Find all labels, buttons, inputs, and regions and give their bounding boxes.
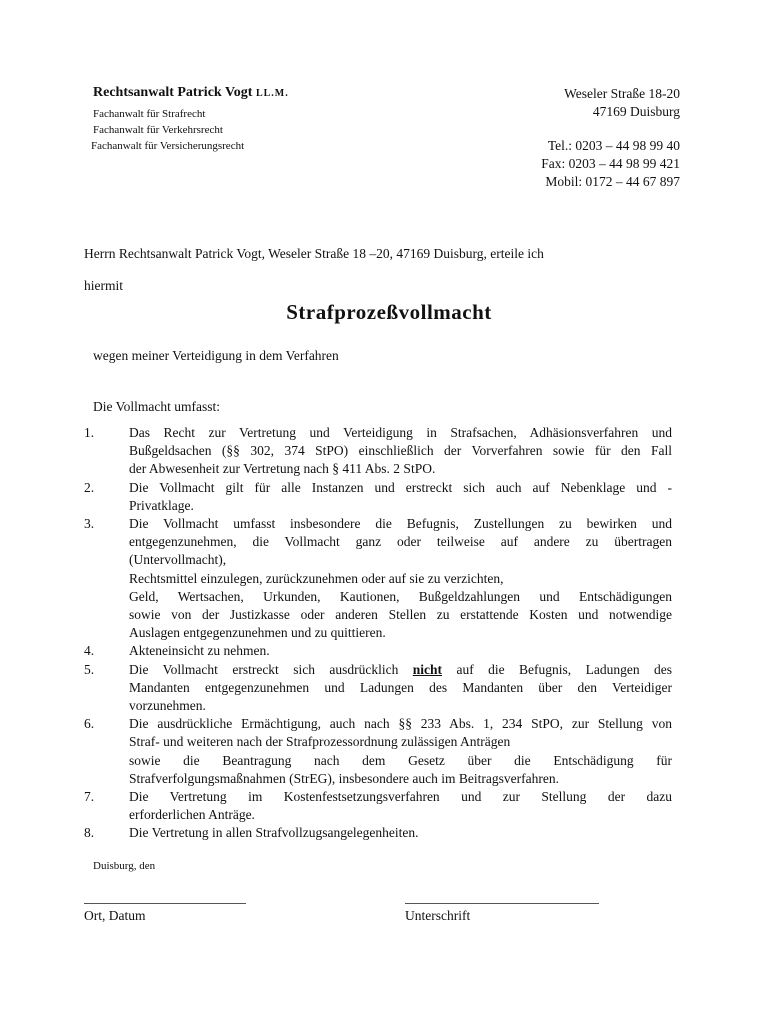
item-number: 2. [84, 479, 95, 495]
date-signature-rule[interactable] [84, 903, 246, 904]
signature-rule[interactable] [405, 903, 599, 904]
item-text-line: Bußgeldsachen (§§ 302, 374 StPO) einschließlich der Vorverfahren sowie für den Fall [129, 443, 672, 459]
item-text-line: Strafverfolgungsmaßnahmen (StrEG), insbesondere auch im Beitragsverfahren. [129, 770, 559, 786]
specialty-insurance-law: Fachanwalt für Versicherungsrecht [91, 140, 245, 152]
item-number: 5. [84, 661, 95, 677]
item-text-line: Privatklage. [129, 497, 194, 513]
item-text-line: Die ausdrückliche Ermächtigung, auch nach §§ 233 Abs. 1, 234 StPO, zur Stellung von [129, 716, 672, 732]
place-date-line: Duisburg, den [93, 860, 156, 872]
contact-fax: Fax: 0203 – 44 98 99 421 [541, 156, 680, 171]
list-item [84, 424, 672, 479]
item-text-line: Die Vollmacht umfasst insbesondere die Befugnis, Zustellungen zu bewirken und [129, 516, 672, 532]
item-text-line: Geld, Wertsachen, Urkunden, Kautionen, Bußgeldzahlungen und Entschädigungen [129, 588, 672, 604]
address-street: Weseler Straße 18-20 [564, 86, 680, 101]
list-item [84, 715, 672, 788]
address-city: 47169 Duisburg [592, 104, 680, 119]
item-text-line: Straf- und weiteren nach der Strafprozessordnung zulässigen Anträgen [129, 734, 511, 750]
contact-mobile: Mobil: 0172 – 44 67 897 [545, 174, 680, 189]
item-number: 7. [84, 789, 95, 805]
item-text-line: Auslagen entgegenzunehmen und zu quittieren. [129, 625, 386, 641]
proceedings-line: wegen meiner Verteidigung in dem Verfahren [93, 348, 339, 363]
list-item [84, 479, 672, 515]
list-item [84, 788, 672, 824]
item-text-line: erforderlichen Anträge. [129, 807, 255, 823]
item-text-line: der Abwesenheit zur Vertretung nach § 411 Abs. 2 StPO. [129, 461, 436, 477]
scope-intro: Die Vollmacht umfasst: [93, 399, 220, 414]
list-item [84, 824, 672, 842]
specialty-criminal-law: Fachanwalt für Strafrecht [93, 108, 206, 120]
list-item [84, 515, 672, 642]
item-text-line: Die Vertretung im Kostenfestsetzungsverfahren und zur Stellung der dazu [129, 789, 672, 805]
intro-line-continued: hiermit [84, 278, 123, 293]
signature-label: Unterschrift [405, 908, 471, 923]
item-text-line: sowie von der Justizkasse oder anderen Stellen zu erstattende Kosten und notwendige [129, 607, 672, 623]
item-text-line: vorzunehmen. [129, 698, 206, 714]
item-number: 4. [84, 643, 95, 659]
list-item [84, 642, 672, 660]
item-text-line [129, 661, 672, 679]
place-date-label: Ort, Datum [84, 908, 146, 923]
contact-phone: Tel.: 0203 – 44 98 99 40 [547, 138, 680, 153]
emphasis-nicht: nicht [412, 661, 443, 677]
specialty-traffic-law: Fachanwalt für Verkehrsrecht [93, 124, 223, 136]
item-text-line: Das Recht zur Vertretung und Verteidigung in Strafsachen, Adhäsionsverfahren und [129, 425, 672, 440]
intro-line: Herrn Rechtsanwalt Patrick Vogt, Weseler Straße 18 –20, 47169 Duisburg, erteile ich [84, 246, 544, 261]
document-title: Strafprozeßvollmacht [286, 300, 492, 324]
item-text-fragment: Die Vollmacht erstreckt sich ausdrücklich [129, 661, 399, 677]
item-text-line: (Untervollmacht), [129, 552, 227, 568]
lawyer-degree: LL.M. [255, 88, 289, 99]
item-number: 3. [84, 516, 95, 532]
item-number: 6. [84, 716, 95, 732]
item-text-line: Die Vollmacht gilt für alle Instanzen und erstreckt sich auch auf Nebenklage und - [129, 479, 672, 495]
item-text-fragment: auf die Befugnis, Ladungen des [456, 661, 672, 677]
item-number: 8. [84, 825, 95, 841]
authority-list [84, 424, 672, 843]
list-item [84, 661, 672, 716]
item-number: 1. [84, 425, 95, 440]
lawyer-name-text: Rechtsanwalt Patrick Vogt [93, 85, 253, 100]
item-text-line: Rechtsmittel einzulegen, zurückzunehmen oder auf sie zu verzichten, [129, 570, 504, 586]
item-text-line: sowie die Beantragung nach dem Gesetz über die Entschädigung für [129, 752, 672, 768]
item-text-line: Mandanten entgegenzunehmen und Ladungen des Mandanten über den Verteidiger [129, 679, 672, 695]
item-text-line: Die Vertretung in allen Strafvollzugsangelegenheiten. [129, 825, 419, 841]
item-text-line: Akteneinsicht zu nehmen. [129, 643, 270, 659]
item-text-line: entgegenzunehmen, die Vollmacht ganz oder teilweise auf andere zu übertragen [129, 534, 672, 550]
lawyer-name [93, 85, 289, 101]
